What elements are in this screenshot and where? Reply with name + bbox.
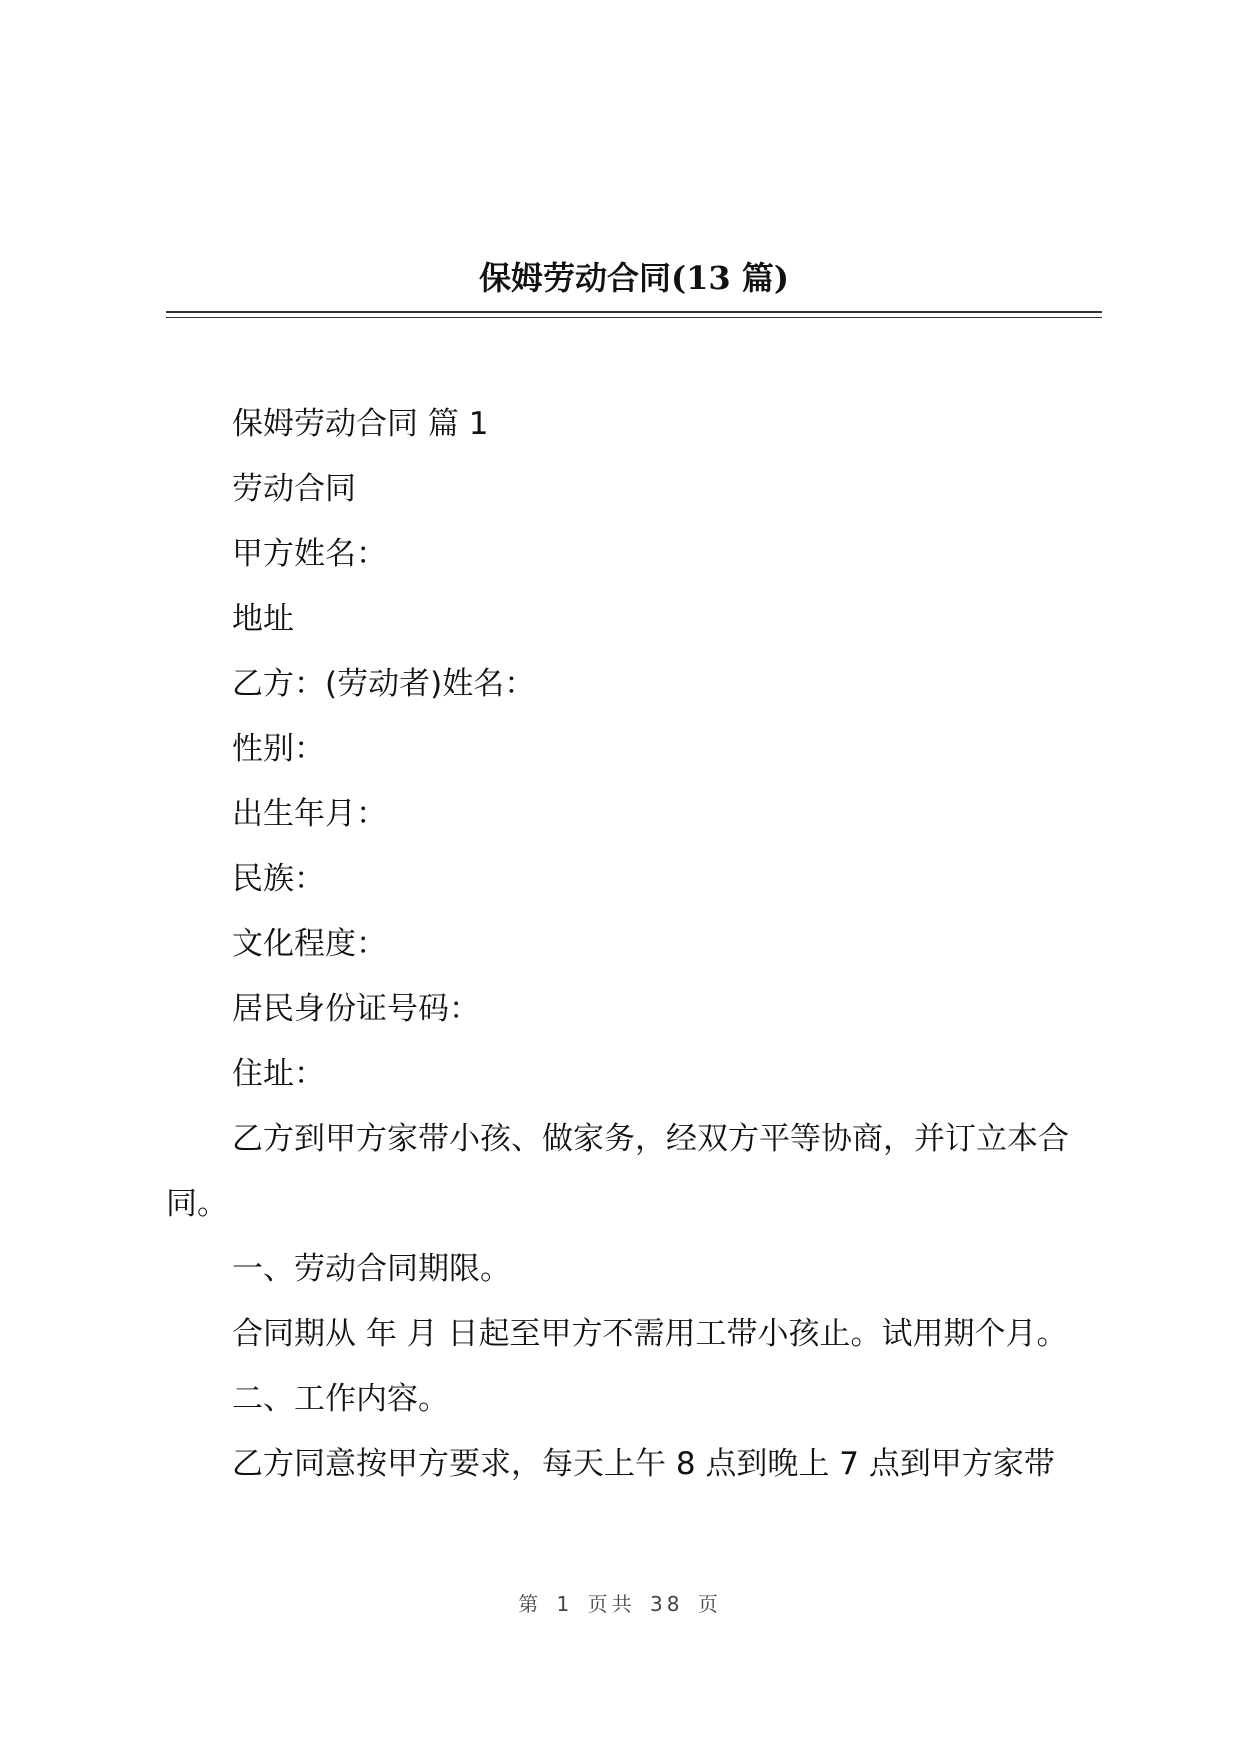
footer-total-pages: 38 [650, 1592, 684, 1616]
footer-prefix: 第 [518, 1592, 543, 1616]
title-rule-thick [166, 311, 1102, 313]
document-body [166, 392, 1102, 1497]
paragraph: 乙方到甲方家带小孩、做家务，经双方平等协商，并订立本合同。 [166, 1121, 1069, 1222]
section-heading: 保姆劳动合同 篇 1 [232, 406, 489, 442]
page-footer [0, 1588, 1240, 1617]
title-rule-thin [166, 317, 1102, 318]
paragraph: 乙方同意按甲方要求，每天上午 8 点到晚上 7 点到甲方家带 [232, 1446, 1055, 1482]
paragraph: 文化程度： [232, 926, 387, 962]
paragraph: 合同期从 年 月 日起至甲方不需用工带小孩止。试用期个月。 [232, 1316, 1068, 1352]
paragraph: 住址： [232, 1056, 325, 1092]
footer-suffix: 页 [697, 1592, 722, 1616]
footer-page-number: 1 [556, 1592, 574, 1616]
paragraph: 地址 [232, 601, 294, 637]
paragraph: 劳动合同 [232, 471, 356, 507]
paragraph: 民族： [232, 861, 325, 897]
paragraph: 出生年月： [232, 796, 387, 832]
paragraph: 二、工作内容。 [232, 1381, 449, 1417]
paragraph: 甲方姓名： [232, 536, 387, 572]
document-title: 保姆劳动合同(13 篇) [479, 259, 789, 297]
paragraph: 性别： [232, 731, 325, 767]
footer-middle: 页共 [587, 1592, 636, 1616]
paragraph: 一、劳动合同期限。 [232, 1251, 511, 1287]
paragraph: 乙方：(劳动者)姓名： [232, 666, 536, 702]
paragraph: 居民身份证号码： [232, 991, 480, 1027]
